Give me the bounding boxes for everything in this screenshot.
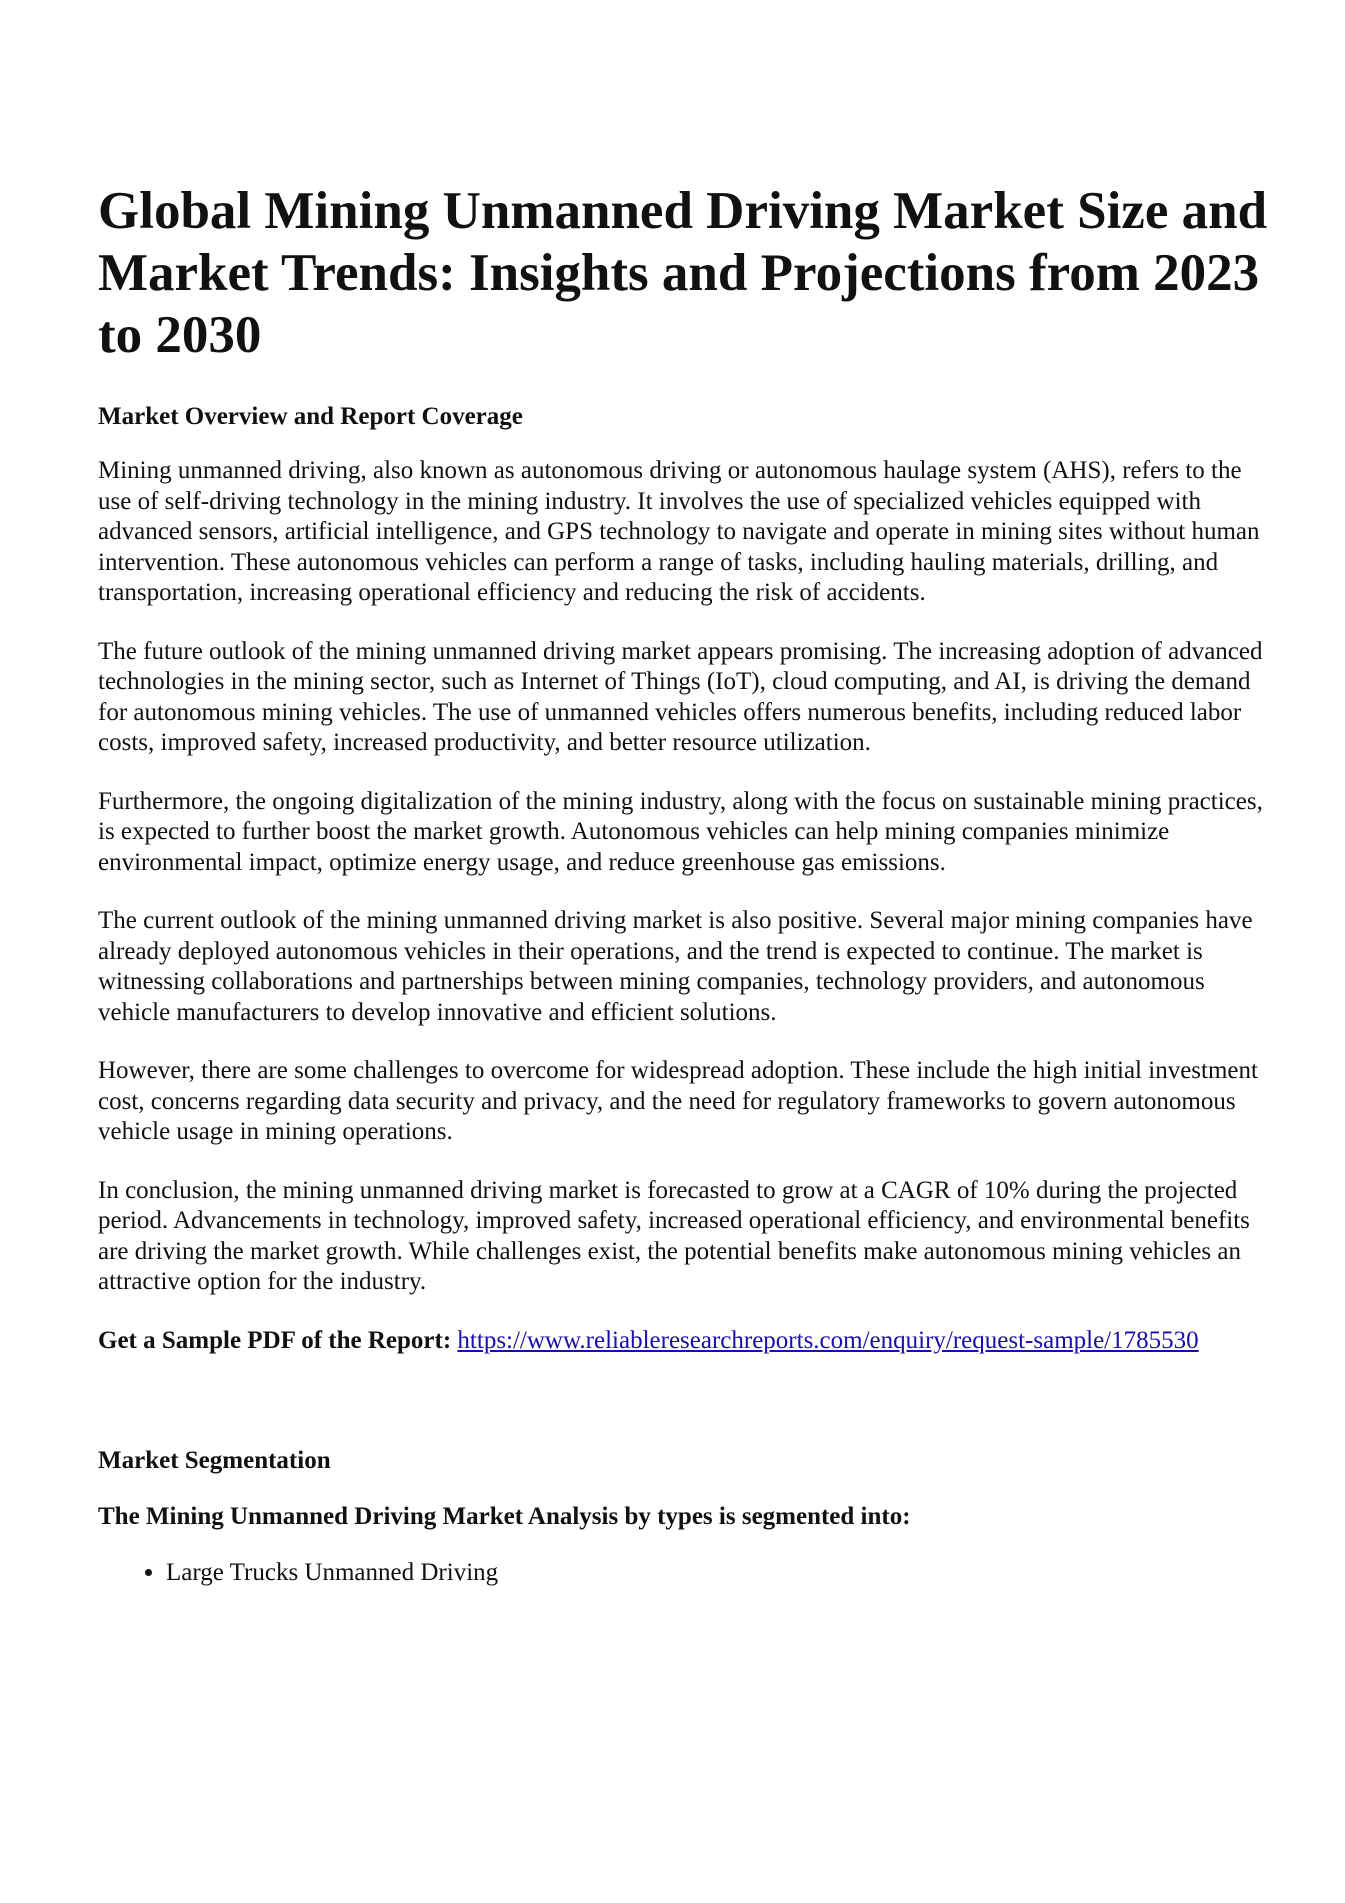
overview-paragraph-2: The future outlook of the mining unmanned driving market appears promising. The increasing adoption of advanced technologies in the mining sector, such as Internet of Things (IoT), cloud computing, and AI, is driving the demand for autonomous mining vehicles. The use of unmanned vehicles offers numerous benefits, including reduced labor costs, improved safety, increased productivity, and better resource utilization. bbox=[98, 637, 1263, 756]
page-title: Global Mining Unmanned Driving Market Size and Market Trends: Insights and Projections from 2023 to 2030 bbox=[98, 182, 1268, 364]
overview-paragraph-4: The current outlook of the mining unmanned driving market is also positive. Several major mining companies have already deployed autonomous vehicles in their operations, and the trend is expected to continue. The market is witnessing collaborations and partnerships between mining companies, technology providers, and autonomous vehicle manufacturers to develop innovative and efficient solutions. bbox=[98, 907, 1253, 1026]
sample-pdf-line bbox=[98, 1326, 1268, 1357]
list-item: • Large Trucks Unmanned Driving bbox=[166, 1558, 1268, 1588]
segmentation-types-heading: The Mining Unmanned Driving Market Analysis by types is segmented into: bbox=[98, 1503, 911, 1530]
document-page bbox=[98, 180, 1268, 1588]
segmentation-heading: Market Segmentation bbox=[98, 1447, 331, 1474]
section-spacer bbox=[98, 1356, 1268, 1446]
overview-paragraph-6: In conclusion, the mining unmanned driving market is forecasted to grow at a CAGR of 10% during the projected period. Advancements in technology, improved safety, increased operational efficiency, and environmental benefits are driving the market growth. While challenges exist, the potential benefits make autonomous mining vehicles an attractive option for the industry. bbox=[98, 1176, 1250, 1295]
overview-paragraph-1: Mining unmanned driving, also known as autonomous driving or autonomous haulage system (AHS), refers to the use of self-driving technology in the mining industry. It involves the use of specialized vehicles equipped with advanced sensors, artificial intelligence, and GPS technology to navigate and operate in mining sites without human intervention. These autonomous vehicles can perform a range of tasks, including hauling materials, drilling, and transportation, increasing operational efficiency and reducing the risk of accidents. bbox=[98, 457, 1260, 606]
sample-pdf-link[interactable]: https://www.reliableresearchreports.com/enquiry/request-sample/1785530 bbox=[457, 1326, 1199, 1354]
overview-heading: Market Overview and Report Coverage bbox=[98, 403, 523, 430]
overview-paragraph-5: However, there are some challenges to overcome for widespread adoption. These include the high initial investment cost, concerns regarding data security and privacy, and the need for regulatory frameworks to govern autonomous vehicle usage in mining operations. bbox=[98, 1057, 1258, 1145]
segmentation-types-list bbox=[98, 1558, 1268, 1588]
sample-pdf-label: Get a Sample PDF of the Report: bbox=[98, 1326, 452, 1354]
overview-paragraph-3: Furthermore, the ongoing digitalization of the mining industry, along with the focus on sustainable mining practices, is expected to further boost the market growth. Autonomous vehicles can help mining companies minimize environmental impact, optimize energy usage, and reduce greenhouse gas emissions. bbox=[98, 787, 1263, 876]
